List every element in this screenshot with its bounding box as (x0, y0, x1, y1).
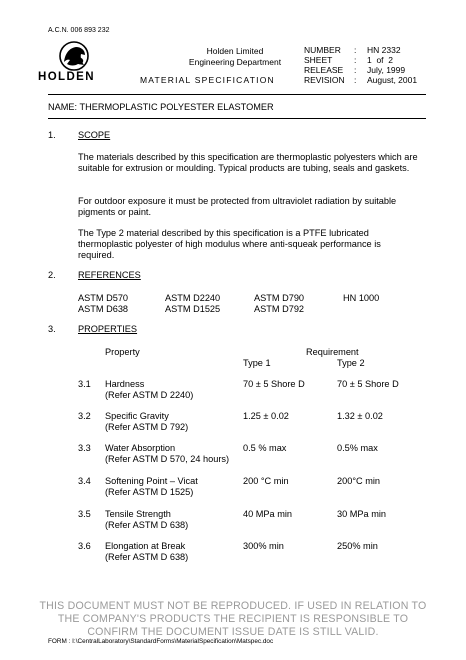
header-rule (48, 94, 426, 95)
meta-value: 1 of 2 (367, 55, 393, 65)
holden-logo (34, 40, 118, 86)
property-name: Hardness (105, 379, 145, 389)
type2-value: 0.5% max (337, 443, 378, 453)
material-name: NAME: THERMOPLASTIC POLYESTER ELASTOMER (48, 102, 274, 112)
meta-label: NUMBER (304, 45, 341, 55)
type2-value: 250% min (337, 541, 378, 551)
type1-value: 0.5 % max (243, 443, 287, 453)
property-reference: (Refer ASTM D 638) (105, 520, 189, 530)
reference-item: ASTM D790 (254, 293, 305, 303)
type1-value: 1.25 ± 0.02 (243, 411, 289, 421)
section-heading-properties: PROPERTIES (78, 324, 138, 334)
row-number: 3.1 (78, 379, 91, 389)
scope-paragraph: The materials described by this specification are thermoplastic polyesters which are suitable for extrusion or moulding. Typical products are tubing, seals and gaskets. (78, 152, 418, 173)
section-number: 1. (48, 130, 56, 140)
type2-value: 1.32 ± 0.02 (337, 411, 383, 421)
reference-item: ASTM D570 (78, 293, 129, 303)
acn-number: A.C.N. 006 893 232 (48, 27, 110, 34)
row-number: 3.3 (78, 443, 91, 453)
property-name: Softening Point – Vicat (105, 476, 198, 486)
type2-value: 30 MPa min (337, 509, 387, 519)
meta-label: RELEASE (304, 65, 344, 75)
meta-separator: : (354, 75, 357, 85)
section-number: 2. (48, 270, 56, 280)
section-number: 3. (48, 324, 56, 334)
property-name: Elongation at Break (105, 541, 186, 551)
section-heading-references: REFERENCES (78, 270, 141, 280)
meta-separator: : (354, 45, 357, 55)
property-reference: (Refer ASTM D 792) (105, 422, 189, 432)
property-name: Specific Gravity (105, 411, 169, 421)
column-header-type2: Type 2 (337, 358, 365, 368)
meta-value: HN 2332 (367, 45, 401, 55)
meta-value: August, 2001 (367, 75, 418, 85)
reference-item: ASTM D1525 (165, 304, 221, 314)
meta-value: July, 1999 (367, 65, 406, 75)
property-name: Water Absorption (105, 443, 176, 453)
row-number: 3.6 (78, 541, 91, 551)
reproduction-notice: CONFIRM THE DOCUMENT ISSUE DATE IS STILL VALID. (87, 626, 379, 638)
reference-item: ASTM D792 (254, 304, 305, 314)
type1-value: 200 °C min (243, 476, 289, 486)
type2-value: 70 ± 5 Shore D (337, 379, 399, 389)
meta-separator: : (354, 55, 357, 65)
type2-value: 200°C min (337, 476, 380, 486)
property-reference: (Refer ASTM D 2240) (105, 390, 194, 400)
type1-value: 300% min (243, 541, 284, 551)
department-name: Engineering Department (188, 57, 282, 67)
document-type: MATERIAL SPECIFICATION (140, 75, 275, 85)
column-header-property: Property (105, 347, 140, 357)
logo-wordmark: HOLDEN (38, 71, 95, 83)
row-number: 3.2 (78, 411, 91, 421)
property-reference: (Refer ASTM D 638) (105, 552, 189, 562)
scope-paragraph: The Type 2 material described by this specification is a PTFE lubricated thermoplastic polyester of high modulus where anti-squeak performance is required. (78, 228, 381, 260)
form-path: FORM : I:\CentralLaboratory\StandardForms\MaterialSpecification\Matspec.doc (48, 638, 274, 645)
company-name: Holden Limited (206, 46, 264, 56)
reproduction-notice: THE COMPANY'S PRODUCTS THE RECIPIENT IS RESPONSIBLE TO (57, 613, 409, 625)
row-number: 3.5 (78, 509, 91, 519)
column-header-requirement: Requirement (306, 347, 359, 357)
reference-item: HN 1000 (343, 293, 380, 303)
reproduction-notice: THIS DOCUMENT MUST NOT BE REPRODUCED. IF USED IN RELATION TO (39, 600, 427, 612)
name-rule (48, 118, 426, 119)
type1-value: 40 MPa min (243, 509, 293, 519)
meta-separator: : (354, 65, 357, 75)
reference-item: ASTM D638 (78, 304, 129, 314)
section-heading-scope: SCOPE (78, 130, 111, 140)
meta-label: SHEET (304, 55, 333, 65)
reference-item: ASTM D2240 (165, 293, 221, 303)
property-reference: (Refer ASTM D 570, 24 hours) (105, 454, 230, 464)
type1-value: 70 ± 5 Shore D (243, 379, 305, 389)
property-reference: (Refer ASTM D 1525) (105, 487, 194, 497)
property-name: Tensile Strength (105, 509, 171, 519)
column-header-type1: Type 1 (243, 358, 271, 368)
row-number: 3.4 (78, 476, 91, 486)
scope-paragraph: For outdoor exposure it must be protected from ultraviolet radiation by suitable pigments or paint. (78, 196, 397, 217)
meta-label: REVISION (304, 75, 345, 85)
